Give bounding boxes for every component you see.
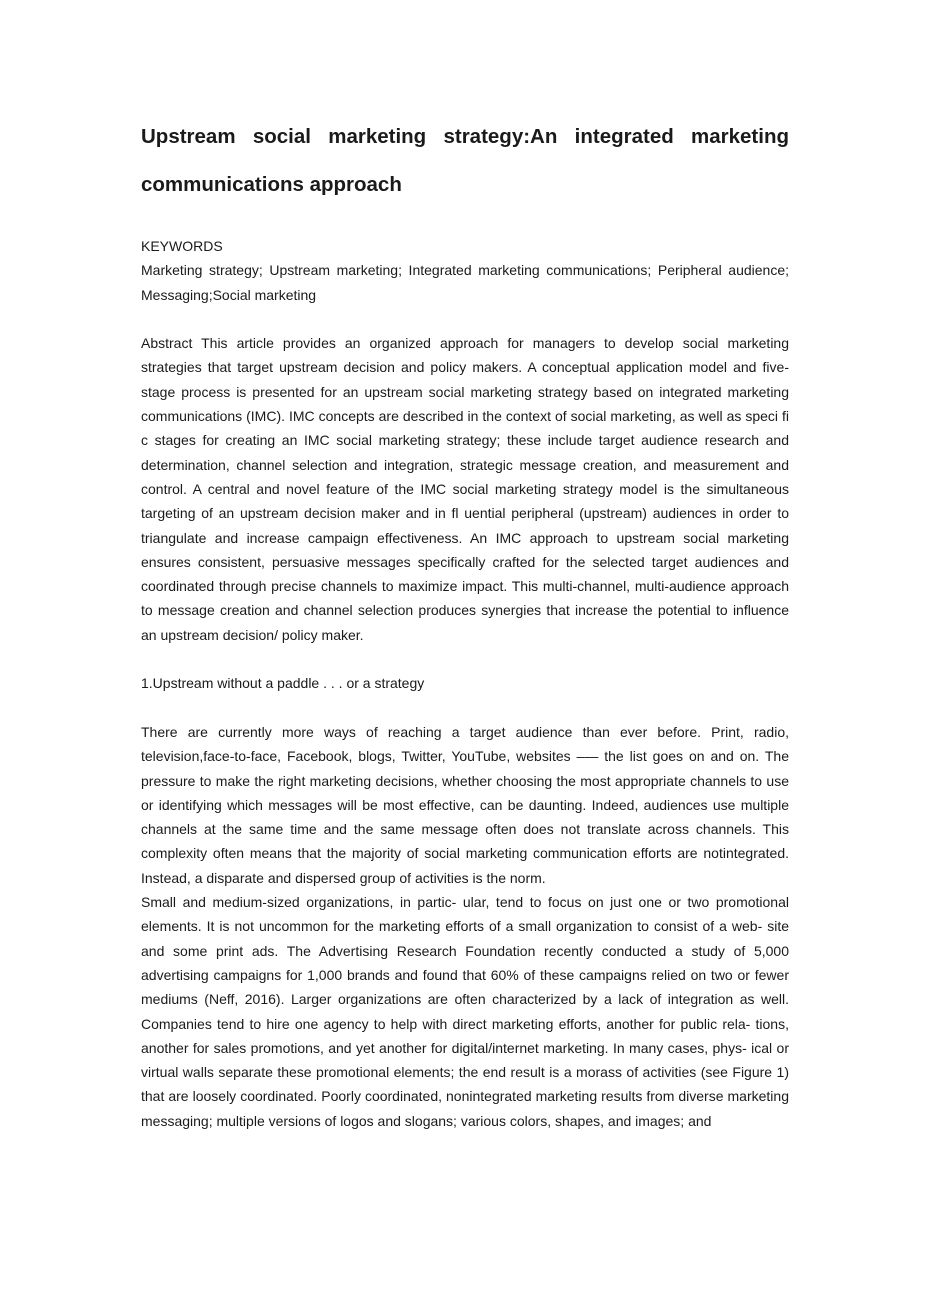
spacer	[141, 696, 789, 720]
title-line-2: communications approach	[141, 173, 402, 196]
page-title	[141, 113, 789, 209]
body-paragraph: There are currently more ways of reaching a target audience than ever before. Print, radio, television,face-to-face, Facebook, blogs, Twitter, YouTube, websites –— the list goes on and on. The pressure to make the right marketing decisions, whether choosing the most appropriate channels to use or identifying which messages will be most effective, can be daunting. Indeed, audiences use multiple channels at the same time and the same message often does not translate across channels. This complexity often means that the majority of social marketing communication efforts are notintegrated. Instead, a disparate and dispersed group of activities is the norm.	[141, 723, 789, 886]
abstract-paragraph: Abstract This article provides an organized approach for managers to develop social marketing strategies that target upstream decision and policy makers. A conceptual application model and ﬁve-stage process is presented for an upstream social marketing strategy based on integrated marketing communications (IMC). IMC concepts are described in the context of social marketing, as well as speci ﬁ c stages for creating an IMC social marketing strategy; these include target audience research and determination, channel selection and integration, strategic message creation, and measurement and control. A central and novel feature of the IMC social marketing strategy model is the simultaneous targeting of an upstream decision maker and in ﬂ uential peripheral (upstream) audiences in order to triangulate and increase campaign effectiveness. An IMC approach to upstream social marketing ensures consistent, persuasive messages speciﬁcally crafted for the selected target audiences and coordinated through precise channels to maximize impact. This multi-channel, multi-audience approach to message creation and channel selection produces synergies that increase the potential to inﬂuence an upstream decision/ policy maker.	[141, 335, 789, 643]
article-body	[141, 234, 789, 1133]
body-paragraph: Small and medium-sized organizations, in partic- ular, tend to focus on just one or two promotional elements. It is not uncommon for the marketing efforts of a small organization to consist of a web- site and some print ads. The Advertising Research Foundation recently conducted a study of 5,000 advertising campaigns for 1,000 brands and found that 60% of these campaigns relied on two or fewer mediums (Neff, 2016). Larger organizations are often characterized by a lack of integration as well. Companies tend to hire one agency to help with direct marketing efforts, another for public rela- tions, another for sales promotions, and yet another for digital/internet marketing. In many cases, phys- ical or virtual walls separate these promotional elements; the end result is a morass of activities (see Figure 1) that are loosely coordinated. Poorly coordinated, nonintegrated marketing results from diverse marketing messaging; multiple versions of logos and slogans; various colors, shapes, and images; and	[141, 894, 789, 1129]
spacer	[141, 647, 789, 671]
title-line-1: Upstream social marketing strategy:An integrated marketing	[141, 125, 789, 148]
keywords-text: Marketing strategy; Upstream marketing; Integrated marketing communications; Peripheral audience; Messaging;Social marketing	[141, 262, 789, 303]
keywords-heading: KEYWORDS	[141, 238, 223, 254]
spacer	[141, 307, 789, 331]
section-heading: 1.Upstream without a paddle . . . or a strategy	[141, 675, 425, 692]
